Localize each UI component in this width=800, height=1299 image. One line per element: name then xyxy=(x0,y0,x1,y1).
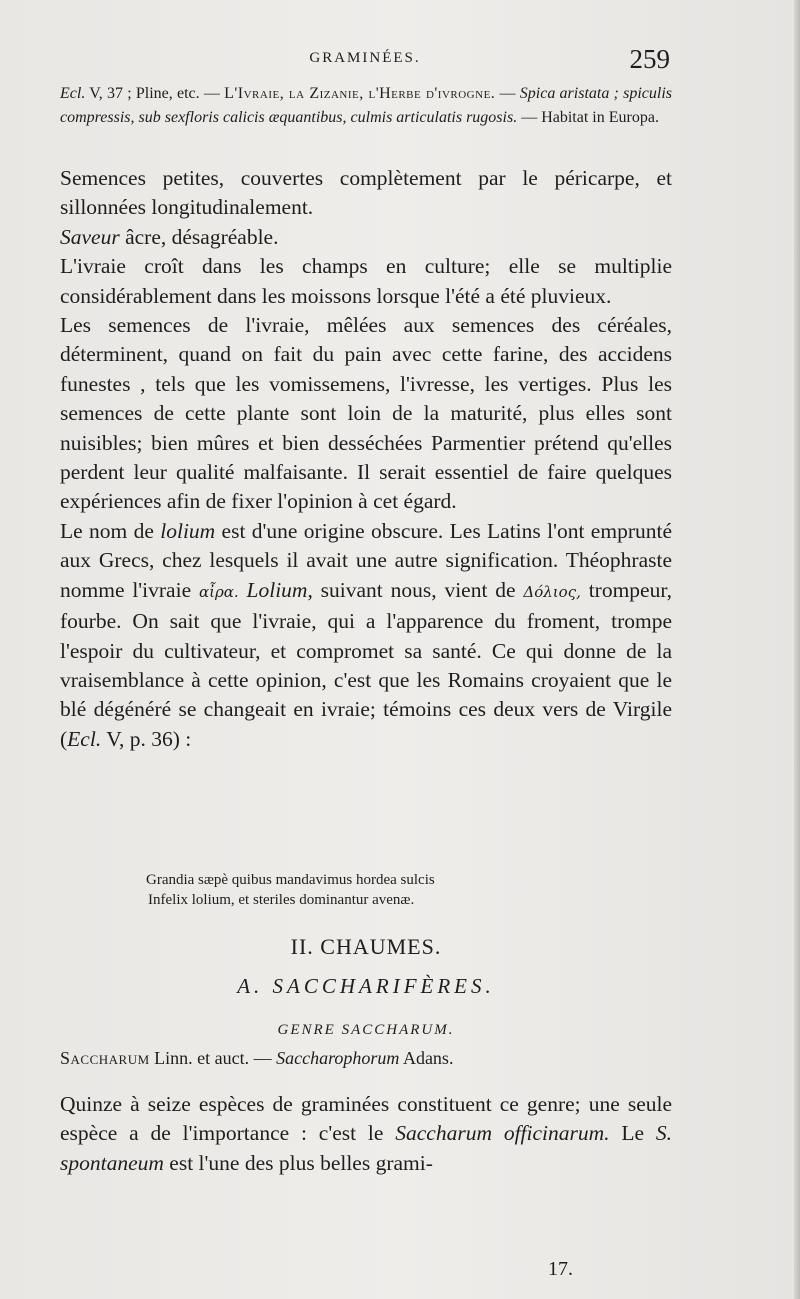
species-name: S. spontaneum xyxy=(60,1121,672,1175)
section-title: II. CHAUMES. xyxy=(290,934,442,959)
paragraph-saccharum xyxy=(60,1090,672,1178)
genus-synonymy xyxy=(60,1044,672,1073)
paragraph-toxicity: Les semences de l'ivraie, mêlées aux semences des céréales, déterminent, quand on fait du pain avec cette farine, des accidens funestes , tels que les vomissemens, l'ivresse, les vertiges. Plus les semences de cette plante sont loin de la maturité, plus elles sont nuisibles; bien mûres et bien desséchées Parmentier prétend qu'elles perdent leur qualité malfaisante. Il serait essentiel de faire quelques expériences afin de fixer l'opinion à cet égard. xyxy=(60,313,672,514)
running-head: GRAMINÉES. xyxy=(309,50,421,66)
species-name: Saccharum officinarum. xyxy=(395,1121,610,1146)
paragraph-etymology xyxy=(60,517,672,754)
page-header xyxy=(60,44,670,80)
paragraph-seeds: Semences petites, couvertes complètement par le péricarpe, et sillonnées longitudinalement. xyxy=(60,166,672,220)
ref-ecl: Ecl. xyxy=(67,726,102,751)
taste-label: Saveur xyxy=(60,224,120,249)
verse-line: Infelix lolium, et steriles dominantur avenæ. xyxy=(148,892,415,908)
etymology-text: V, p. 36) : xyxy=(101,726,192,751)
page-number: 259 xyxy=(629,44,670,74)
genus-authors: Linn. et auct. — xyxy=(149,1048,277,1068)
etymology-text: , suivant nous, vient de xyxy=(307,577,524,602)
signature-mark: 17. xyxy=(548,1258,573,1280)
verse-line: Grandia sæpè quibus mandavimus hordea sulcis xyxy=(146,872,435,888)
synonymy-ref: Ecl. xyxy=(60,85,86,102)
synonymy-dash: — xyxy=(495,85,520,102)
synonymy-ref-rest: V, 37 ; Pline, etc. — xyxy=(85,85,225,102)
habitat: — Habitat in Europa. xyxy=(517,109,659,126)
taste-text: âcre, désagréable. xyxy=(119,224,279,249)
genus-synonym-author: Adans. xyxy=(399,1048,454,1068)
verse-quote xyxy=(60,870,672,910)
paragraph-taste xyxy=(60,223,672,252)
saccharum-text: Le xyxy=(609,1121,656,1146)
saccharum-text: Quinze à seize espèces de graminées constituent ce genre; une seule espèce a de l'importance : c'est le xyxy=(60,1092,672,1146)
subsection-title: A. SACCHARIFÈRES. xyxy=(237,974,495,998)
greek-word: αἶρα. xyxy=(198,582,239,601)
etymology-text: Le nom de xyxy=(60,518,161,543)
greek-word: Δόλιος, xyxy=(523,582,581,601)
genus-name: Saccharum xyxy=(60,1048,150,1068)
synonymy-block xyxy=(60,82,672,130)
saccharum-text: est l'une des plus belles grami- xyxy=(163,1150,433,1175)
main-text xyxy=(60,164,673,1175)
etymology-text xyxy=(239,578,247,602)
page-edge xyxy=(794,0,800,1299)
term-lolium: lolium xyxy=(160,518,216,543)
etymology-text: est d'une origine obscure. Les Latins l'ont emprunté aux Grecs, chez lesquels il avait une autre signification. Théophraste nomme l'ivraie xyxy=(60,518,672,602)
term-lolium: Lolium xyxy=(246,577,308,602)
vernacular-names: L'Ivraie, la Zizanie, l'Herbe d'ivrogne. xyxy=(224,85,496,102)
etymology-text: trompeur, fourbe. On sait que l'ivraie, qui a l'apparence du froment, trompe l'espoir du cultivateur, et compromet sa santé. Ce qui donne de la vraisemblance à cette opinion, c'est que les Romains croyaient que le blé dégénéré se changeait en ivraie; témoins ces deux vers de Virgile ( xyxy=(60,577,673,751)
genus-title: GENRE SACCHARUM. xyxy=(277,1022,455,1038)
latin-diagnosis: Spica aristata ; spiculis compressis, sub sexfloris calicis æquantibus, culmis articulatis rugosis. xyxy=(60,85,673,126)
genus-synonym: Saccharophorum xyxy=(276,1048,400,1068)
paragraph-habitat: L'ivraie croît dans les champs en culture; elle se multiplie considérablement dans les moissons lorsque l'été a été pluvieux. xyxy=(60,254,672,308)
